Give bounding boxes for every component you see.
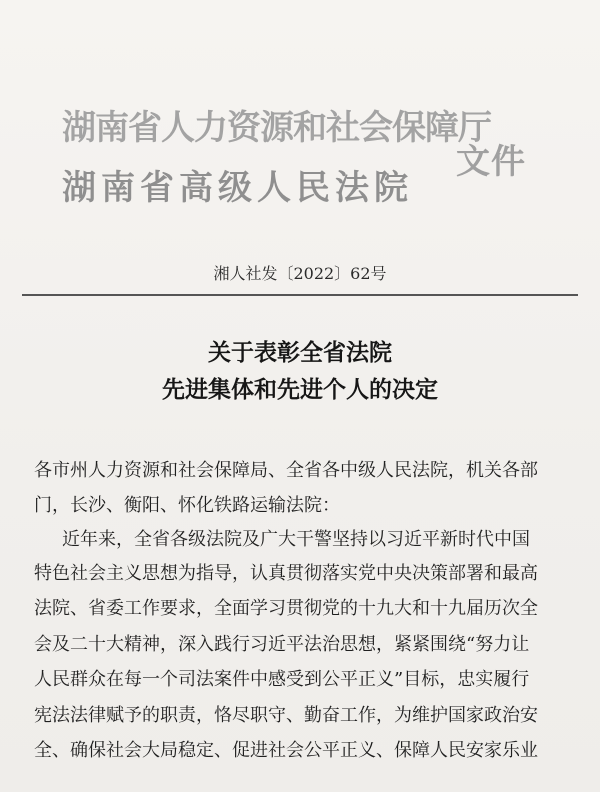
body-text-line: 会及二十大精神，深入践行习近平法治思想，紧紧围绕“努力让 — [34, 634, 530, 655]
document-type-label: 文件 — [456, 142, 526, 182]
header-divider — [22, 294, 578, 296]
document-title-line-2: 先进集体和先进个人的决定 — [162, 376, 438, 403]
addressee-line-1: 各市州人力资源和社会保障局、全省各中级人民法院，机关各部 — [34, 460, 538, 481]
document-number: 湘人社发〔2022〕62号 — [213, 264, 387, 283]
document-title-line-1: 关于表彰全省法院 — [208, 339, 392, 366]
body-text-line: 近年来，全省各级法院及广大干警坚持以习近平新时代中国 — [62, 529, 530, 550]
addressee-line-2: 门，长沙、衡阳、怀化铁路运输法院： — [34, 495, 340, 516]
issuer-name-hrss: 湖南省人力资源和社会保障厅 — [62, 108, 491, 148]
issuer-name-court: 湖南省高级人民法院 — [62, 168, 413, 208]
body-text-line: 全、确保社会大局稳定、促进社会公平正义、保障人民安家乐业 — [34, 740, 538, 761]
body-text-line: 宪法法律赋予的职责，恪尽职守、勤奋工作，为维护国家政治安 — [34, 705, 538, 726]
body-text-line: 特色社会主义思想为指导，认真贯彻落实党中央决策部署和最高 — [34, 563, 538, 584]
body-text-line: 人民群众在每一个司法案件中感受到公平正义”目标，忠实履行 — [34, 669, 530, 690]
body-text-line: 法院、省委工作要求，全面学习贯彻党的十九大和十九届历次全 — [34, 598, 538, 619]
